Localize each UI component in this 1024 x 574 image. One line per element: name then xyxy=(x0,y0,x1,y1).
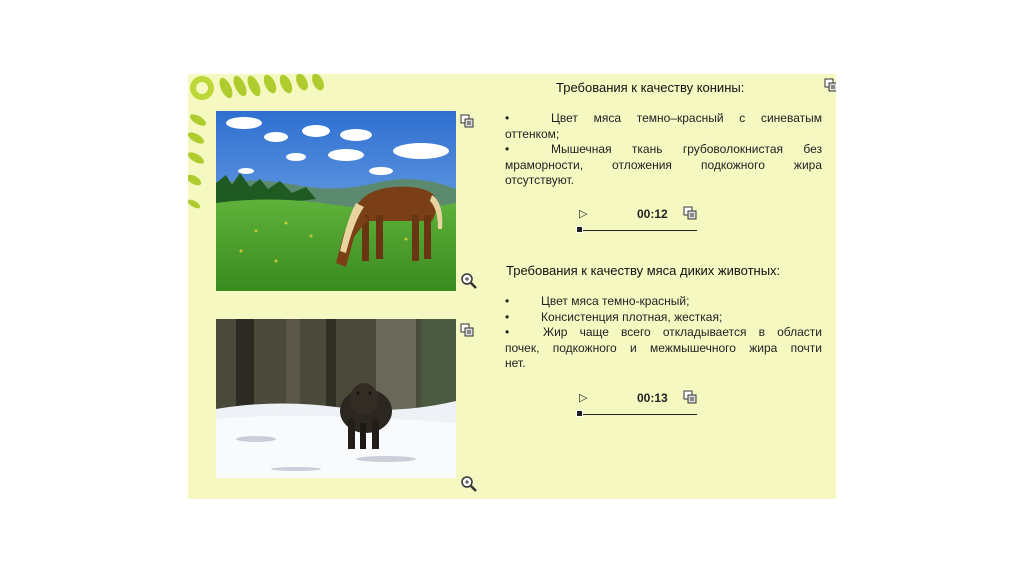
requirement-text: мраморности, отложения подкожного жира xyxy=(505,157,822,172)
bullet: • xyxy=(505,309,510,324)
audio-progress-track[interactable] xyxy=(578,414,697,415)
section-heading-wild-meat: Требования к качеству мяса диких животных: xyxy=(506,263,781,278)
copy-icon[interactable] xyxy=(460,323,474,337)
audio-player xyxy=(576,205,701,235)
audio-player xyxy=(576,389,701,419)
bullet: • xyxy=(505,325,510,339)
audio-progress-track[interactable] xyxy=(578,230,697,231)
section-heading-horse-meat: Требования к качеству конины: xyxy=(556,80,745,95)
bullet: • xyxy=(505,294,510,308)
requirement-text: Цвет мяса темно-красный; xyxy=(541,294,690,308)
audio-time: 00:12 xyxy=(637,207,668,221)
zoom-icon[interactable] xyxy=(460,272,478,290)
bullet: • xyxy=(505,111,510,125)
copy-icon[interactable] xyxy=(824,78,836,92)
play-button[interactable]: ▷ xyxy=(579,208,588,220)
wild-boar-photo xyxy=(216,319,456,478)
play-button[interactable]: ▷ xyxy=(579,392,588,404)
requirement-text: нет. xyxy=(505,356,526,370)
horse-meat-requirements xyxy=(505,111,822,189)
requirement-text: Цвет мяса темно–красный с синеватым xyxy=(551,111,822,125)
bullet: • xyxy=(505,142,510,156)
requirement-text: Жир чаще всего откладывается в области xyxy=(543,325,822,339)
zoom-icon[interactable] xyxy=(460,475,478,493)
requirement-text: Консистенция плотная, жесткая; xyxy=(541,309,723,324)
requirement-text: Мышечная ткань грубоволокнистая без xyxy=(551,142,822,156)
audio-time: 00:13 xyxy=(637,391,668,405)
requirement-text: отсутствуют. xyxy=(505,173,574,187)
requirement-text: почек, подкожного и межмышечного жира почти xyxy=(505,340,822,355)
slide-panel xyxy=(188,74,836,499)
wild-meat-requirements xyxy=(505,294,822,372)
horse-photo xyxy=(216,111,456,291)
audio-progress-handle[interactable] xyxy=(576,226,583,233)
audio-progress-handle[interactable] xyxy=(576,410,583,417)
copy-icon[interactable] xyxy=(460,114,474,128)
copy-icon[interactable] xyxy=(683,206,697,220)
requirement-text: оттенком; xyxy=(505,126,560,141)
copy-icon[interactable] xyxy=(683,390,697,404)
